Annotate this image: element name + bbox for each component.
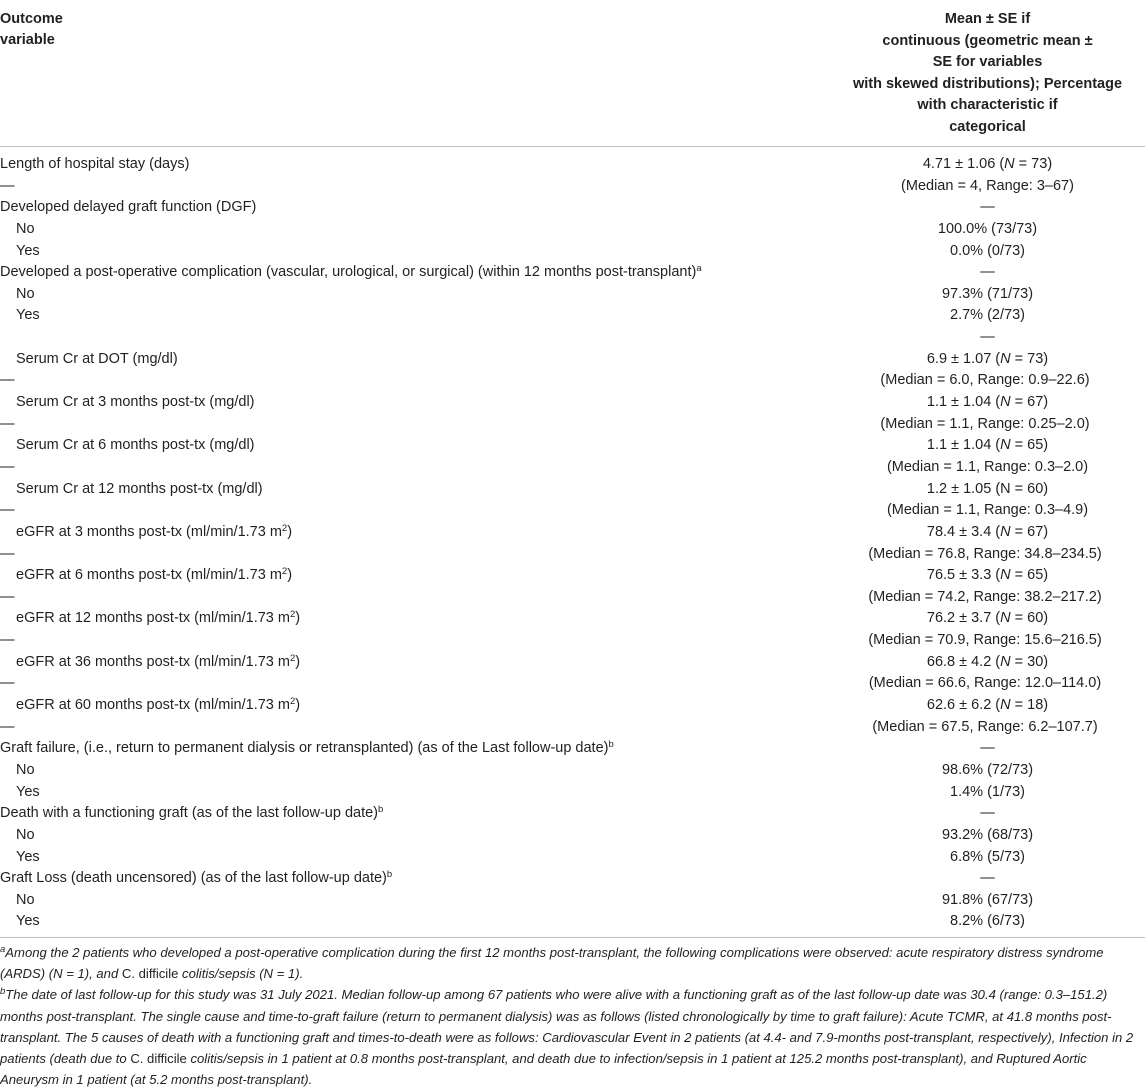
row-value: — (980, 740, 995, 757)
row-value: — (980, 805, 995, 822)
row-label: Length of hospital stay (days) (0, 156, 190, 172)
table-row (0, 479, 1145, 501)
row-label: — (0, 632, 15, 649)
row-value: 93.2% (68/73) (941, 826, 1034, 843)
table-row (0, 565, 1145, 587)
row-label: No (16, 826, 35, 843)
table-row (0, 760, 1145, 782)
row-value: 8.2% (6/73) (950, 913, 1025, 930)
row-value: 1.1 ± 1.04 (N = 65) (926, 437, 1049, 454)
table-row (0, 392, 1145, 414)
table-row (0, 241, 1145, 263)
footnotes (0, 942, 1145, 1090)
row-value: (Median = 4, Range: 3–67) (901, 177, 1074, 194)
row-value: (Median = 74.2, Range: 38.2–217.2) (868, 588, 1102, 605)
row-value: (Median = 1.1, Range: 0.3–2.0) (886, 458, 1089, 475)
row-label: Graft Loss (death uncensored) (as of the last follow-up date)$^b$ (0, 869, 393, 887)
row-label: — (0, 415, 15, 432)
table-row (0, 738, 1145, 760)
row-value: 76.5 ± 3.3 (N = 65) (926, 567, 1049, 584)
row-value: — (980, 329, 995, 346)
row-value: (Median = 67.5, Range: 6.2–107.7) (872, 718, 1098, 735)
table-row (0, 911, 1145, 933)
table-row (0, 608, 1145, 630)
row-label: No (16, 891, 35, 908)
row-value: (Median = 70.9, Range: 15.6–216.5) (868, 632, 1102, 649)
row-label: eGFR at 12 months post-tx (ml/min/1.73 $m^2$) (16, 609, 301, 627)
table-row (0, 587, 1145, 609)
table-row (0, 717, 1145, 739)
row-label: Yes (16, 242, 40, 259)
row-label: — (0, 588, 15, 605)
row-value: (Median = 6.0, Range: 0.9–22.6) (880, 372, 1090, 389)
row-value: 76.2 ± 3.7 (N = 60) (926, 610, 1049, 627)
table-row (0, 457, 1145, 479)
row-value: 6.8% (5/73) (950, 848, 1025, 865)
table-row (0, 782, 1145, 804)
row-value: 6.9 ± 1.07 (N = 73) (926, 350, 1049, 367)
table-row (0, 370, 1145, 392)
row-value: (Median = 1.1, Range: 0.3–4.9) (886, 502, 1089, 519)
table-row (0, 219, 1145, 241)
row-value: 97.3% (71/73) (941, 285, 1034, 302)
table-row (0, 197, 1145, 219)
table-row (0, 305, 1145, 327)
row-value: 91.8% (67/73) (941, 891, 1034, 908)
row-label: No (16, 220, 35, 237)
table-row (0, 349, 1145, 371)
table-row (0, 414, 1145, 436)
row-label: — (0, 718, 15, 735)
footnote-b: $^b$The date of last follow-up for this study was 31 July 2021. Median follow-up among 67 patients who were alive with a functioning graft as of the last follow-up date was 30.4 (range: 0.3–151.2) months post-transplant. The single cause and time-to-graft failure (return to permanent dialysis) was as follows (listed chronologically by time to graft failure): Acute TCMR, at 41.8 months post-transplant. The 5 causes of death with a functioning graft and times-to-death were as follows: Cardiovascular Event in 2 patients (at 4.4- and 7.9-months post-transplant, respectively), Infection in 2 patients (death due to C. difficile colitis/sepsis in 1 patient at 0.8 months post-transplant, and death due to infection/sepsis in 1 patient at 125.2 months post-transplant), and Ruptured Aortic Aneurysm in 1 patient (at 5.2 months post-transplant). (0, 986, 1134, 1088)
row-label: Developed a post-operative complication (vascular, urological, or surgical) (within 12 months post-transplant)$^a$ (0, 263, 702, 281)
row-value: 100.0% (73/73) (937, 220, 1038, 237)
row-value: 1.2 ± 1.05 (N = 60) (926, 480, 1049, 497)
table-row (0, 652, 1145, 674)
row-label: Graft failure, (i.e., return to permanent dialysis or retransplanted) (as of the Last follow-up date)$^b$ (0, 739, 614, 757)
row-label: — (0, 675, 15, 692)
header-outcome-variable: Outcome variable (0, 11, 63, 48)
row-value: 98.6% (72/73) (941, 761, 1034, 778)
row-value: 0.0% (0/73) (950, 242, 1025, 259)
row-label: — (0, 458, 15, 475)
table-header (0, 0, 1145, 147)
table-row (0, 176, 1145, 198)
row-value: (Median = 76.8, Range: 34.8–234.5) (868, 545, 1102, 562)
table-row (0, 544, 1145, 566)
table-row (0, 327, 1145, 349)
row-label: Yes (16, 307, 40, 324)
row-label: eGFR at 36 months post-tx (ml/min/1.73 $m^2$) (16, 652, 301, 670)
row-value: 2.7% (2/73) (950, 307, 1025, 324)
table-row (0, 847, 1145, 869)
table-row (0, 435, 1145, 457)
row-label: No (16, 761, 35, 778)
table-row (0, 522, 1145, 544)
row-label: Yes (16, 783, 40, 800)
row-value: 78.4 ± 3.4 (N = 67) (926, 523, 1049, 540)
row-value: (Median = 66.6, Range: 12.0–114.0) (868, 675, 1102, 692)
table-row (0, 673, 1145, 695)
row-label: — (0, 502, 15, 519)
row-label: Death with a functioning graft (as of the last follow-up date)$^b$ (0, 804, 384, 822)
row-label: Yes (16, 913, 40, 930)
table-row (0, 630, 1145, 652)
table-row (0, 262, 1145, 284)
table-bottom-rule (0, 937, 1145, 938)
row-value: — (980, 264, 995, 281)
row-value: 1.1 ± 1.04 (N = 67) (926, 394, 1049, 411)
table-row (0, 825, 1145, 847)
row-value: 4.71 ± 1.06 (N = 73) (922, 156, 1053, 172)
table-row (0, 500, 1145, 522)
footnote-a: $^a$Among the 2 patients who developed a post-operative complication during the first 12 months post-transplant, the following complications were observed: acute respiratory distress syndrome (ARDS) (N = 1), and C. difficile colitis/sepsis (N = 1). (0, 944, 1104, 982)
table-row (0, 695, 1145, 717)
row-value: 66.8 ± 4.2 (N = 30) (926, 653, 1049, 670)
table-row (0, 154, 1145, 176)
row-label: Serum Cr at 6 months post-tx (mg/dl) (16, 437, 255, 454)
table-row (0, 803, 1145, 825)
row-label: Yes (16, 848, 40, 865)
table-row (0, 890, 1145, 912)
row-label: — (0, 177, 15, 194)
row-label: eGFR at 3 months post-tx (ml/min/1.73 $m^2$) (16, 522, 293, 540)
table-row (0, 868, 1145, 890)
row-label: Developed delayed graft function (DGF) (0, 199, 257, 216)
row-value: (Median = 1.1, Range: 0.25–2.0) (880, 415, 1090, 432)
row-value: 62.6 ± 6.2 (N = 18) (926, 697, 1049, 714)
row-label: eGFR at 6 months post-tx (ml/min/1.73 $m^2$) (16, 566, 293, 584)
row-value: 1.4% (1/73) (950, 783, 1025, 800)
row-label: Serum Cr at 3 months post-tx (mg/dl) (16, 394, 255, 411)
row-label: — (0, 545, 15, 562)
row-label: Serum Cr at 12 months post-tx (mg/dl) (16, 480, 263, 497)
row-value: — (980, 870, 995, 887)
row-label: eGFR at 60 months post-tx (ml/min/1.73 $m^2$) (16, 696, 301, 714)
row-value: — (980, 199, 995, 216)
table-row (0, 284, 1145, 306)
header-mean-se: Mean ± SE if continuous (geometric mean ± SE for variables with skewed distributions); Percentage with characteristic if categorical (852, 11, 1123, 135)
row-label: Serum Cr at DOT (mg/dl) (16, 350, 178, 367)
row-label: No (16, 285, 35, 302)
row-label: — (0, 372, 15, 389)
table-body (0, 154, 1145, 933)
